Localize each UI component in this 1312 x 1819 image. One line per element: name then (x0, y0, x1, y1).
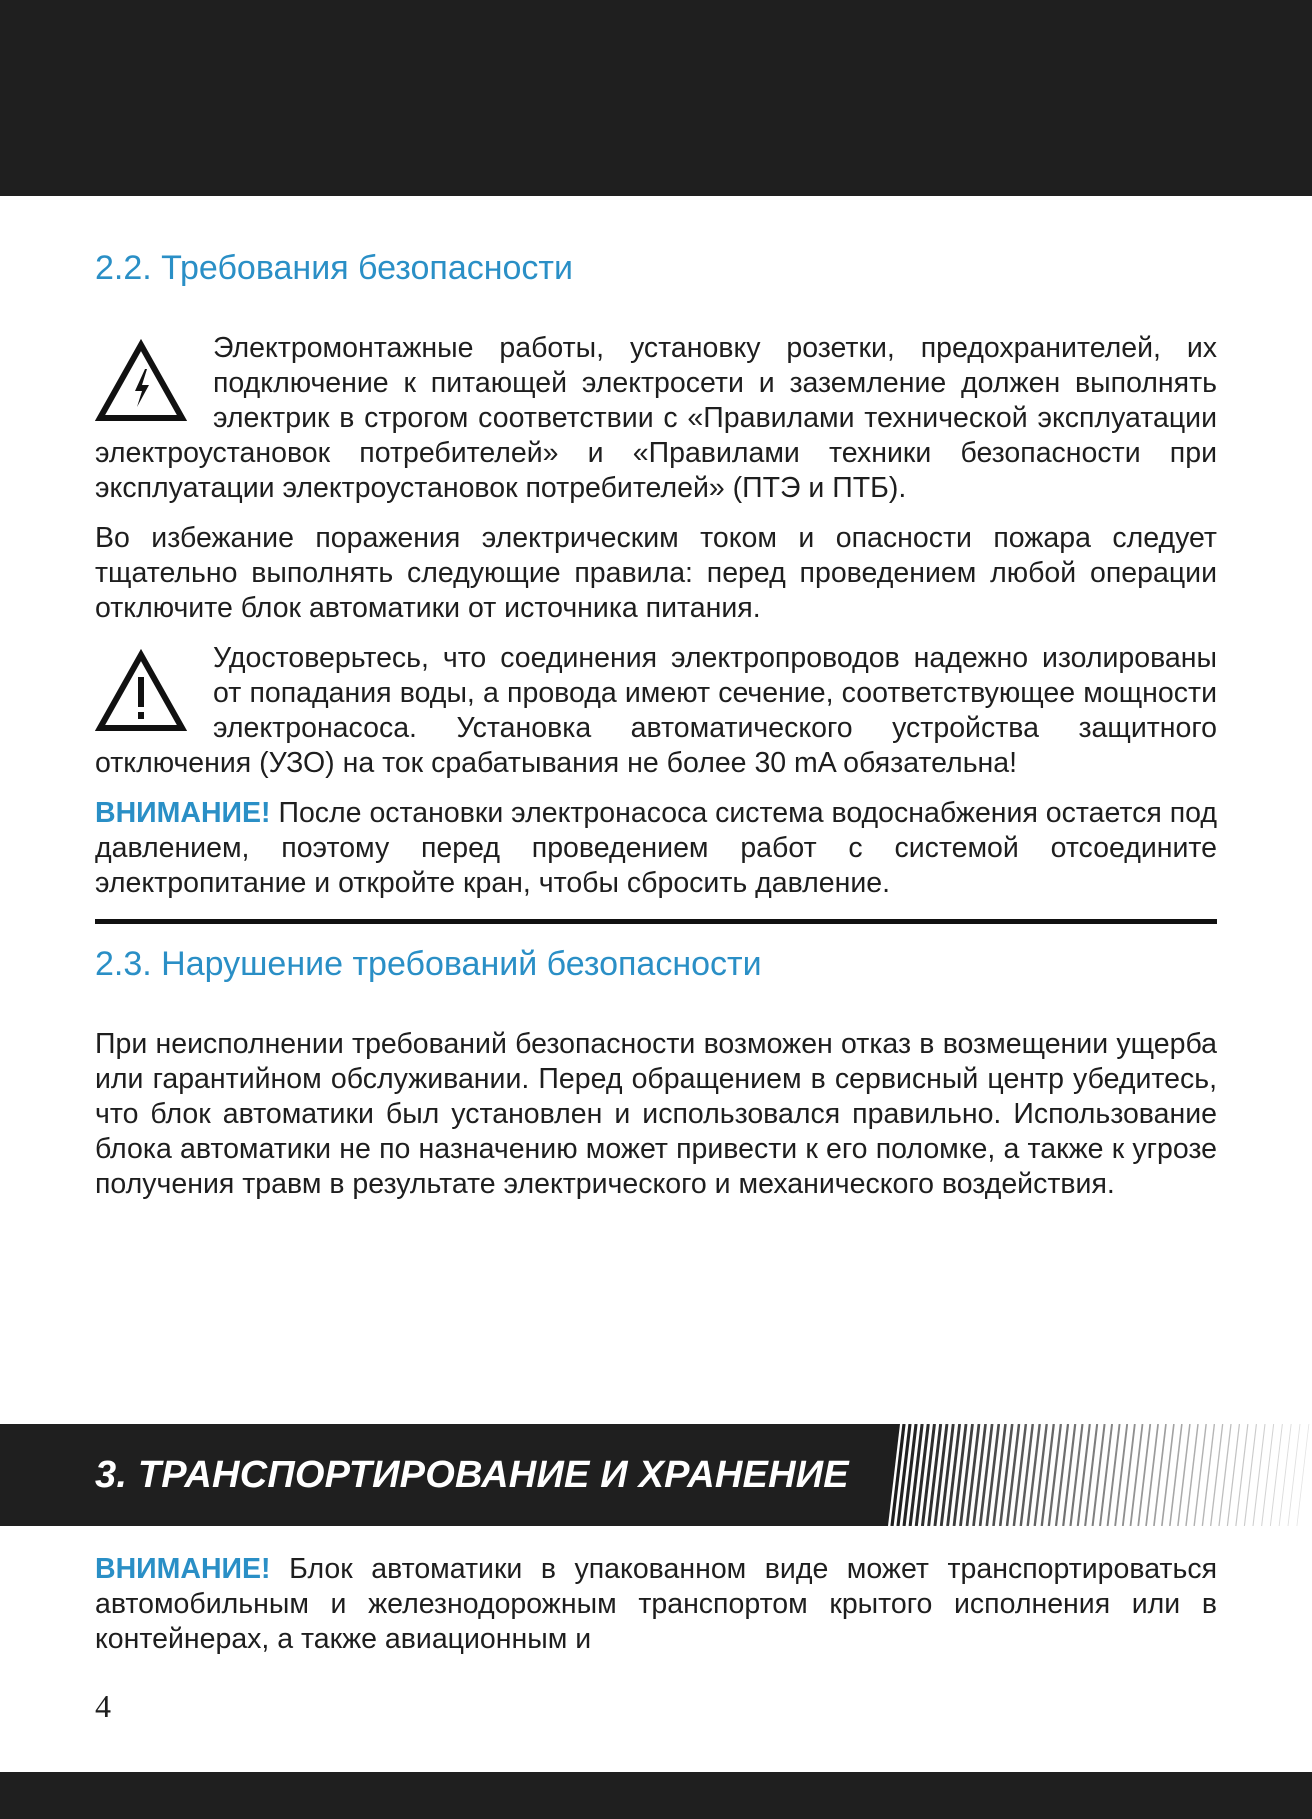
top-header-band (0, 0, 1312, 196)
attention-paragraph (95, 796, 1217, 901)
banner-stripe (1028, 1424, 1040, 1526)
chapter-3-title: 3. ТРАНСПОРТИРОВАНИЕ И ХРАНЕНИЕ (95, 1454, 849, 1496)
banner-stripe (904, 1424, 916, 1526)
section-2-3-heading: 2.3. Нарушение требований безопасности (95, 944, 762, 983)
exclamation-warning-icon (95, 649, 187, 733)
banner-stripe (1035, 1424, 1047, 1526)
banner-stripe (980, 1424, 992, 1526)
banner-stripe (1000, 1424, 1012, 1526)
page-number: 4 (95, 1688, 111, 1724)
banner-stripe (1007, 1424, 1019, 1526)
banner-stripe (935, 1424, 947, 1526)
section-2-3-text: При неисполнении требований безопасности возможен отказ в возмещении ущерба или гарантийном обслуживании. Перед обращением в сервисный центр убедитесь, что блок автоматики был установлен и использовался правильно. Использование блока автоматики не по назначению может привести к его поломке, а также к угрозе получения травм в результате электрического и механического воздействия. (95, 1027, 1217, 1200)
attention-text: После остановки электронасоса система водоснабжения остается под давлением, поэтому перед проведением работ с системой отсоедините электропитание и откройте кран, чтобы сбросить давление. (95, 796, 1218, 899)
chapter-3-banner (0, 1424, 1312, 1526)
attention-label: ВНИМАНИЕ! (95, 796, 271, 829)
banner-stripe (1056, 1424, 1068, 1526)
banner-stripe (1014, 1424, 1026, 1526)
electrical-warning-text: Электромонтажные работы, установку розетки, предохранителей, их подключение к питающей электросети и заземление должен выполнять электрик в строгом соответствии с «Правилами технической эксплуатации электроустановок потребителей» и «Правилами техники безопасности при эксплуатации электроустановок потребителей» (ПТЭ и ПТБ). (95, 331, 1217, 504)
banner-stripe (967, 1424, 979, 1526)
insulation-warning-text: Удостоверьтесь, что соединения электропроводов надежно изолированы от попадания воды, а провода имеют сечение, соответствующее мощности электронасоса. Установка автоматического устройства защитного отключения (УЗО) на ток срабатывания не более 30 mA обязательна! (95, 641, 1217, 779)
section-divider (95, 919, 1217, 924)
banner-stripe (1042, 1424, 1054, 1526)
banner-stripe (993, 1424, 1005, 1526)
banner-stripe (929, 1424, 941, 1526)
banner-stripe (922, 1424, 934, 1526)
banner-stripe (941, 1424, 953, 1526)
banner-stripe (1070, 1424, 1082, 1526)
page-content (95, 248, 1217, 1202)
high-voltage-warning-icon (95, 339, 187, 423)
banner-stripe (916, 1424, 928, 1526)
banner-stripe (1021, 1424, 1033, 1526)
banner-stripe (1063, 1424, 1075, 1526)
bottom-footer-band (0, 1772, 1312, 1819)
banner-stripe (898, 1424, 910, 1526)
chapter-3-attention-paragraph (95, 1552, 1217, 1657)
banner-stripe (948, 1424, 960, 1526)
banner-stripe (1297, 1424, 1309, 1526)
chapter-3-content (95, 1552, 1217, 1657)
insulation-warning-block (95, 641, 1217, 781)
chapter-3-attention-text: Блок автоматики в упакованном виде может транспортироваться автомобильным и железнодорожным транспортом крытого исполнения или в контейнерах, а также авиационным и (95, 1553, 1218, 1655)
shock-rules-text: Во избежание поражения электрическим током и опасности пожара следует тщательно выполнять следующие правила: перед проведением любой операции отключите блок автоматики от источника питания. (95, 521, 1217, 624)
banner-stripe (954, 1424, 966, 1526)
chapter-3-attention-label: ВНИМАНИЕ! (95, 1553, 271, 1585)
section-2-2-heading: 2.2. Требования безопасности (95, 249, 573, 287)
banner-stripe (960, 1424, 972, 1526)
banner-stripe (910, 1424, 922, 1526)
electrical-warning-block (95, 331, 1217, 506)
banner-stripe (1049, 1424, 1061, 1526)
banner-stripe (974, 1424, 986, 1526)
banner-stripe (987, 1424, 999, 1526)
